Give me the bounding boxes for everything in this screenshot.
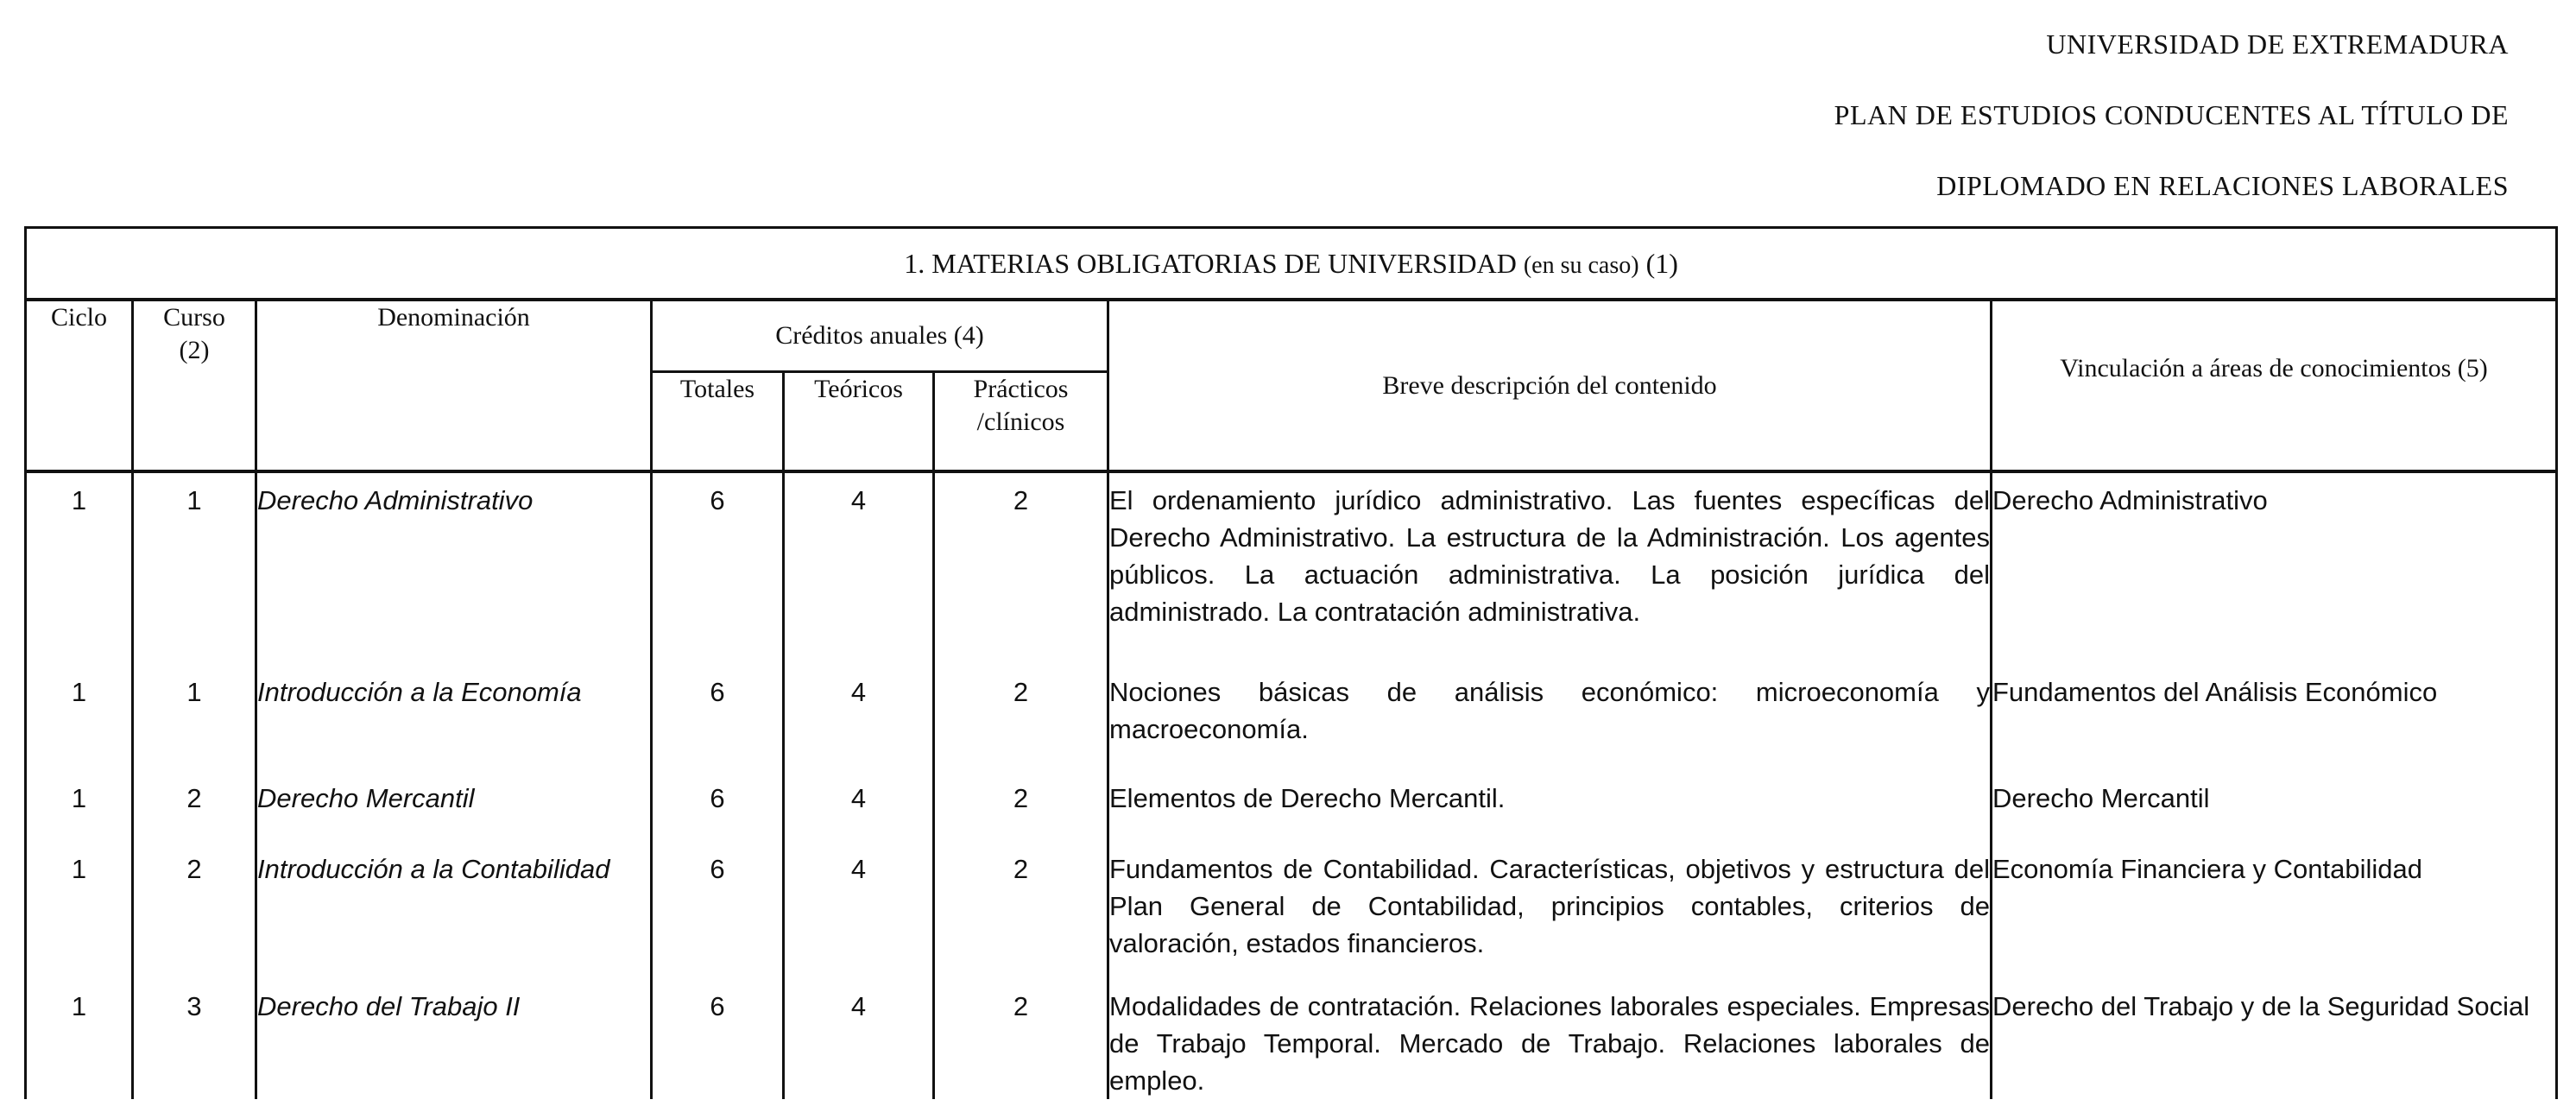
col-header-ciclo: Ciclo: [26, 300, 133, 471]
cell-teoricos: 4: [784, 653, 934, 764]
cell-denominacion: Derecho Administrativo: [256, 471, 652, 653]
cell-ciclo: 1: [26, 977, 133, 1099]
cell-ciclo: 1: [26, 653, 133, 764]
cell-descripcion: Nociones básicas de análisis económico: microeconomía y macroeconomía.: [1108, 653, 1992, 764]
col-header-vinculacion: Vinculación a áreas de conocimientos (5): [1992, 300, 2557, 471]
university-name: UNIVERSIDAD DE EXTREMADURA: [2046, 28, 2509, 60]
table-row: [26, 838, 2557, 977]
table-row: [26, 977, 2557, 1099]
cell-totales: 6: [652, 471, 784, 653]
cell-area: Derecho Administrativo: [1992, 471, 2557, 653]
cell-practicos: 2: [934, 764, 1108, 838]
cell-practicos: 2: [934, 471, 1108, 653]
cell-teoricos: 4: [784, 764, 934, 838]
table-row: [26, 764, 2557, 838]
subjects-table: [24, 226, 2558, 1099]
col-header-curso-label: Curso: [163, 303, 225, 332]
table-row: [26, 471, 2557, 653]
col-header-teoricos: Teóricos: [784, 372, 934, 472]
plan-title: PLAN DE ESTUDIOS CONDUCENTES AL TÍTULO DE: [1834, 99, 2509, 130]
degree-title: DIPLOMADO EN RELACIONES LABORALES: [1936, 170, 2509, 201]
col-header-curso-note: (2): [179, 336, 210, 364]
col-header-curso: [133, 300, 256, 471]
cell-denominacion: Introducción a la Economía: [256, 653, 652, 764]
cell-denominacion: Introducción a la Contabilidad: [256, 838, 652, 977]
cell-curso: 1: [133, 471, 256, 653]
cell-teoricos: 4: [784, 838, 934, 977]
cell-area: Economía Financiera y Contabilidad: [1992, 838, 2557, 977]
col-header-totales: Totales: [652, 372, 784, 472]
col-header-practicos-line2: /clínicos: [976, 408, 1065, 436]
table-title: [26, 228, 2557, 300]
cell-descripcion: El ordenamiento jurídico administrativo. Las fuentes específicas del Derecho Administrativo. La estructura de la Administración. Los agentes públicos. La actuación administrativa. La posición jurídica del administrado. La contratación administrativa.: [1108, 471, 1992, 653]
cell-descripcion: Modalidades de contratación. Relaciones laborales especiales. Empresas de Trabajo Temporal. Mercado de Trabajo. Relaciones laborales de empleo.: [1108, 977, 1992, 1099]
col-header-denominacion: Denominación: [256, 300, 652, 471]
cell-totales: 6: [652, 977, 784, 1099]
table-title-main: 1. MATERIAS OBLIGATORIAS DE UNIVERSIDAD: [904, 247, 1517, 279]
cell-area: Derecho Mercantil: [1992, 764, 2557, 838]
cell-denominacion: Derecho del Trabajo II: [256, 977, 652, 1099]
cell-totales: 6: [652, 764, 784, 838]
cell-descripcion: Elementos de Derecho Mercantil.: [1108, 764, 1992, 838]
table-title-ref: (1): [1645, 247, 1678, 279]
cell-practicos: 2: [934, 977, 1108, 1099]
cell-teoricos: 4: [784, 977, 934, 1099]
table-title-note: (en su caso): [1523, 251, 1639, 279]
col-header-practicos-line1: Prácticos: [973, 375, 1069, 403]
cell-totales: 6: [652, 653, 784, 764]
cell-practicos: 2: [934, 838, 1108, 977]
table-row: [26, 653, 2557, 764]
cell-curso: 2: [133, 764, 256, 838]
cell-curso: 3: [133, 977, 256, 1099]
cell-ciclo: 1: [26, 471, 133, 653]
cell-curso: 1: [133, 653, 256, 764]
cell-totales: 6: [652, 838, 784, 977]
cell-teoricos: 4: [784, 471, 934, 653]
document-header: [1834, 9, 2509, 221]
cell-ciclo: 1: [26, 764, 133, 838]
col-header-descripcion: Breve descripción del contenido: [1108, 300, 1992, 471]
cell-area: Fundamentos del Análisis Económico: [1992, 653, 2557, 764]
cell-area: Derecho del Trabajo y de la Seguridad Social: [1992, 977, 2557, 1099]
cell-ciclo: 1: [26, 838, 133, 977]
col-header-practicos: [934, 372, 1108, 472]
cell-practicos: 2: [934, 653, 1108, 764]
cell-descripcion: Fundamentos de Contabilidad. Características, objetivos y estructura del Plan General de Contabilidad, principios contables, criterios de valoración, estados financieros.: [1108, 838, 1992, 977]
col-header-creditos: Créditos anuales (4): [652, 300, 1108, 372]
cell-curso: 2: [133, 838, 256, 977]
cell-denominacion: Derecho Mercantil: [256, 764, 652, 838]
